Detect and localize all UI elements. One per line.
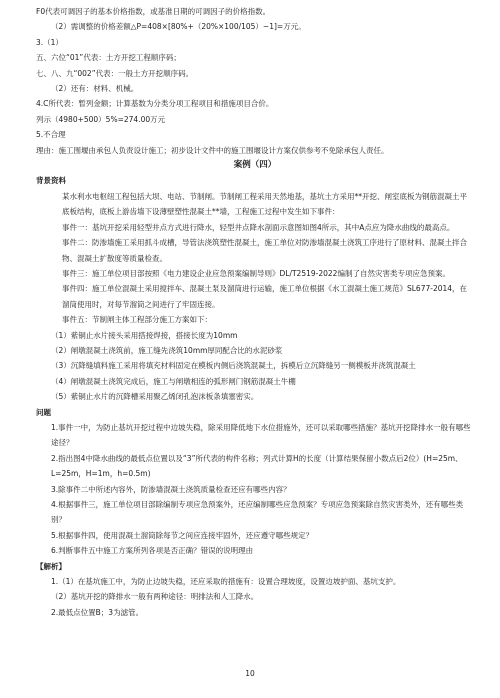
text-line: 事件四：施工单位混凝土采用搅拌车、混凝土泵及溜筒进行运输，施工单位根据《水工混凝土施工规范》SL677-2014，在溜筒使用时，对每节溜筒之间进行了牢固连接。: [62, 284, 468, 309]
text-line: 1.（1）在基坑施工中，为防止边坡失稳，还应采取的措施有：设置合理坡度，设置边坡护面、基坑支护。: [51, 577, 401, 587]
text-line: 七、八、九“002”代表：一般土方开挖顺序码。: [36, 68, 194, 78]
text-line: 理由：施工围堰由承包人负责设计施工；初步设计文件中的施工围堰设计方案仅供参考不免除承包人责任。: [36, 145, 389, 155]
text-line: （1）紫铜止水片接头采用搭接焊接，搭接长度为10mm: [51, 330, 238, 340]
text-line: 5.不合理: [36, 130, 66, 140]
text-line: 事件三：施工单位项目部按照《电力建设企业应急预案编制导则》DL/T2519-2022编制了自然灾害类专项应急预案。: [62, 268, 450, 278]
section-title: 案例（四）: [233, 160, 277, 171]
text-line: F0代表可调因子的基本价格指数，或基准日期的可调因子的价格指数。: [36, 7, 271, 16]
text-line: （3）沉降缝填料施工采用将填充材料固定在模板内侧后浇筑混凝土，拆模后立沉降缝另一侧模板并浇筑混凝土: [51, 361, 416, 371]
text-line: 事件五：节制闸主体工程部分施工方案如下：: [62, 315, 212, 325]
text-line: 某水利水电枢纽工程包括大坝、电站、节制闸。节制闸工程采用天然地基，基坑土方采用**开挖、闸室底板为钢筋混凝土平底板结构，底板上游齿墙下设薄壁塑性混凝土**墙，工程施工过程中发生如下事件：: [62, 191, 467, 217]
text-line: （4）闸墩混凝土浇筑完成后，施工与闸墩相连的弧形闸门钢筋混凝土牛棚: [51, 376, 296, 386]
text-line: （2）需调整的价格差额△P=408×[80%+（20%×100/105）−1]=万元。: [51, 22, 306, 32]
text-line: （2）闸墩混凝土浇筑前，施工缝先浇筑10mm厚同配合比的水泥砂浆: [51, 345, 283, 355]
text-line: 2.指出图4中降水曲线的最低点位置以及“3”所代表的构件名称；列式计算H的长度（计算结果保留小数点后2位）(H=25m、L=25m，H=1m，h=0.5m): [51, 453, 463, 479]
page-number: 10: [245, 669, 255, 678]
text-line: 4.C所代表：暂列金额；计算基数为分类分项工程项目和措施项目合价。: [36, 99, 274, 109]
section-heading: 问题: [36, 407, 51, 417]
page-content: [36, 4, 474, 620]
text-line: （5）紫铜止水片的沉降槽采用聚乙烯闭孔泡沫板条填塞密实。: [51, 392, 259, 402]
text-line: （2）基坑开挖的降排水一般有两种途径：明排法和人工降水。: [51, 592, 259, 602]
section-heading: 【解析】: [36, 561, 66, 571]
text-line: （2）还有：材料、机械。: [51, 84, 139, 94]
text-line: 事件一：基坑开挖采用轻型井点方式进行降水，轻型井点降水剖面示意图如图4所示，其中A点应为降水曲线的最高点。: [62, 222, 455, 232]
text-line: 2.最低点位置B；3为滤管。: [51, 607, 144, 617]
section-heading: 背景资料: [36, 176, 66, 186]
text-line: 事件二：防渗墙施工采用抓斗成槽，导管法浇筑塑性混凝土，施工单位对防渗墙混凝土浇筑工序进行了原材料、混凝土拌合物、混凝土扩散度等质量检查。: [62, 238, 467, 263]
text-line: 5.根据事件四，使用混凝土溜筒除每节之间应连接牢固外，还应遵守哪些规定？: [51, 530, 314, 540]
text-line: 列示（4980+500）5%=274.00万元: [36, 114, 166, 124]
text-line: 6.判断事件五中施工方案所列各项是否正确？错误的说明理由: [51, 546, 254, 556]
text-line: 3.（1）: [36, 37, 63, 47]
text-line: 1.事件一中，为防止基坑开挖过程中边坡失稳，除采用降低地下水位措施外，还可以采取哪些措施？基坑开挖降排水一般有哪些途径？: [51, 422, 471, 448]
text-line: 3.除事件二中所述内容外，防渗墙混凝土浇筑质量检查还应有哪些内容？: [51, 484, 291, 494]
text-line: 五、六位“01”代表：土方开挖工程顺序码；: [36, 53, 181, 63]
text-line: 4.根据事件三，施工单位项目部除编制专项应急预案外，还应编制哪些应急预案？专项应急预案除自然灾害类外，还有哪些类别？: [51, 500, 464, 525]
